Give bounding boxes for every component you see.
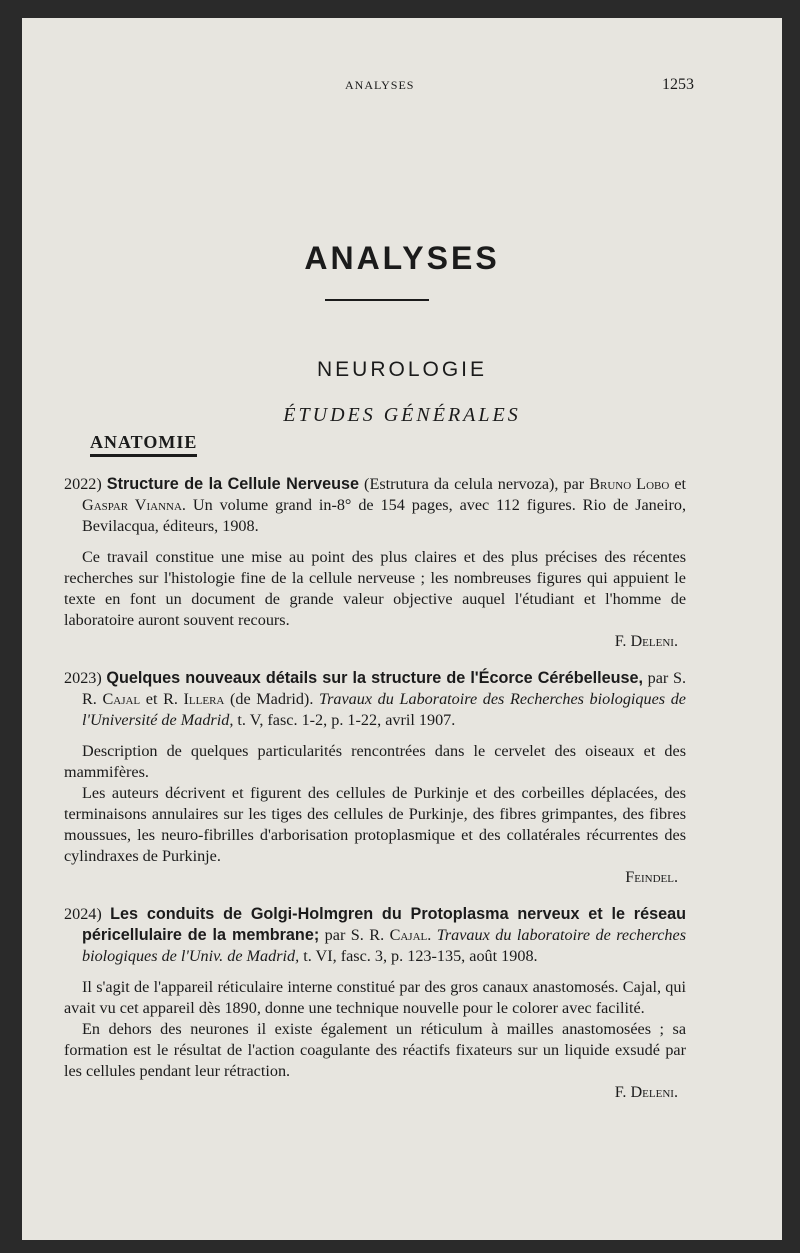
citation-text: (de Madrid).	[224, 690, 319, 708]
citation-text: (Estrutura da celula nervoza), par	[359, 475, 590, 493]
citation-text: .	[427, 926, 437, 944]
reviewer-signature: F. Deleni.	[614, 1083, 678, 1101]
author-name: Gaspar Vianna	[82, 496, 182, 514]
entry-title: Structure de la Cellule Nerveuse	[106, 475, 360, 493]
entry-2023-citation	[64, 668, 686, 731]
entry-number: 2022)	[64, 475, 102, 493]
section-title: NEUROLOGIE	[316, 358, 488, 381]
entry-number: 2024)	[64, 905, 102, 923]
journal-name: Travaux du laboratoire de recherches biologiques de l'Univ. de Madrid,	[82, 926, 687, 965]
author-name: S. R. Cajal	[350, 926, 428, 944]
article-body	[64, 474, 686, 1103]
entry-title: Quelques nouveaux détails sur la structure de l'Écorce Cérébelleuse,	[106, 669, 644, 687]
reviewer-signature: F. Deleni.	[614, 632, 678, 650]
abstract-paragraph: Les auteurs décrivent et figurent des cellules de Purkinje et des corbeilles déplacées, des terminaisons annulaires sur les tiges des cellules de Purkinje, des fibres grimpantes, des fibres moussues, les neuro-fibrilles d'arborisation protoplasmique et des collatérales récurrentes des cylindraxes de Purkinje.	[64, 784, 686, 865]
citation-text: et	[140, 690, 164, 708]
rubric-heading: ANATOMIE	[90, 432, 197, 457]
entry-number: 2023)	[64, 669, 102, 687]
citation-text: par	[319, 926, 351, 944]
abstract-paragraph: En dehors des neurones il existe également un réticulum à mailles anastomosées ; sa formation est le résultat de l'action coagulante des réactifs fixateurs sur un liquide exsudé par les cellules pendant leur rétraction.	[64, 1020, 686, 1080]
citation-text: t. V, fasc. 1-2, p. 1-22, avril 1907.	[233, 711, 456, 729]
subsection-title: ÉTUDES GÉNÉRALES	[283, 404, 521, 426]
page-title: ANALYSES	[304, 240, 500, 276]
citation-text: . Un volume grand in-8° de 154 pages, avec 112 figures. Rio de Janeiro, Bevilacqua, éditeurs, 1908.	[82, 496, 686, 535]
citation-text: t. VI, fasc. 3, p. 123-135, août 1908.	[299, 947, 538, 965]
author-name: S. R. Cajal	[82, 669, 687, 708]
citation-text: par	[643, 669, 673, 687]
abstract-paragraph: Il s'agit de l'appareil réticulaire interne constitué par des gros canaux anastomosés. Cajal, qui avait vu cet appareil dès 1890, donne une technique nouvelle pour le colorer avec facilité.	[64, 978, 686, 1017]
abstract-paragraph: Description de quelques particularités rencontrées dans le cervelet des oiseaux et des mammifères.	[64, 742, 686, 781]
title-divider	[325, 299, 429, 301]
abstract-paragraph: Ce travail constitue une mise au point des plus claires et des plus précises des récentes recherches sur l'histologie fine de la cellule nerveuse ; les nombreuses figures qui appuient le texte en font un document de grande valeur objective auquel l'étudiant et l'homme de laboratoire auront souvent recours.	[64, 548, 686, 629]
author-name: R. Illera	[163, 690, 225, 708]
citation-text: et	[669, 475, 687, 493]
running-title: ANALYSES	[345, 78, 415, 92]
entry-2024-citation	[64, 904, 686, 967]
entry-2022-citation	[64, 474, 686, 537]
author-name: Bruno Lobo	[589, 475, 670, 493]
page-number: 1253	[662, 76, 694, 93]
journal-page	[22, 18, 782, 1240]
reviewer-signature: Feindel.	[625, 868, 678, 886]
journal-name: Travaux du Laboratoire des Recherches biologiques de l'Université de Madrid,	[82, 690, 686, 729]
entry-title: Les conduits de Golgi-Holmgren du Protoplasma nerveux et le réseau péricellulaire de la membrane;	[82, 905, 687, 944]
running-header	[22, 76, 782, 96]
